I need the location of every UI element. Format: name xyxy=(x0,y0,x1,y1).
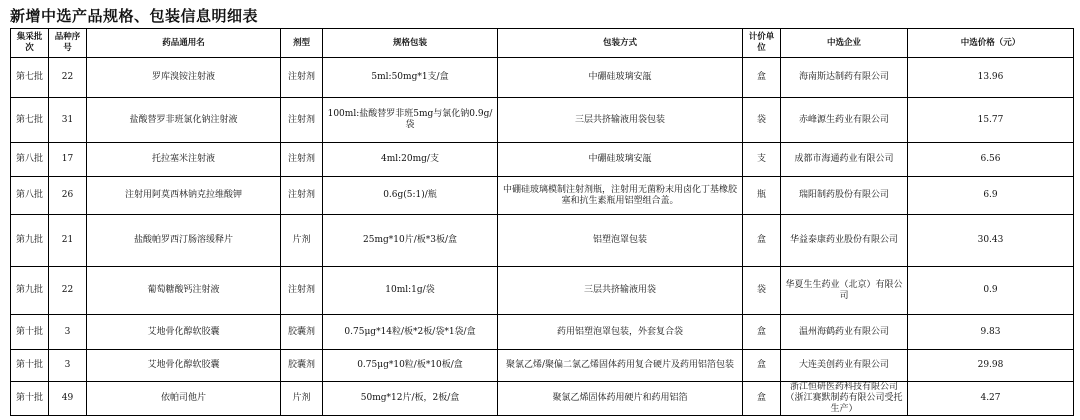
cell-company: 成都市海通药业有限公司 xyxy=(781,143,908,177)
cell-price: 15.77 xyxy=(908,98,1074,143)
cell-unit: 盒 xyxy=(743,315,781,350)
cell-price: 30.43 xyxy=(908,215,1074,267)
cell-unit: 盒 xyxy=(743,382,781,416)
cell-pack: 中硼硅玻璃安瓿 xyxy=(498,143,743,177)
cell-unit: 袋 xyxy=(743,98,781,143)
table-row xyxy=(11,215,1074,267)
cell-spec: 4ml:20mg/支 xyxy=(323,143,498,177)
cell-unit: 支 xyxy=(743,143,781,177)
header-form: 剂型 xyxy=(281,29,323,58)
cell-form: 胶囊剂 xyxy=(281,350,323,382)
cell-spec: 100ml:盐酸替罗非班5mg与氯化钠0.9g/袋 xyxy=(323,98,498,143)
cell-batch: 第七批 xyxy=(11,98,49,143)
cell-company: 大连美创药业有限公司 xyxy=(781,350,908,382)
cell-name: 葡萄糖酸钙注射液 xyxy=(87,267,281,315)
cell-unit: 盒 xyxy=(743,215,781,267)
cell-no: 3 xyxy=(49,315,87,350)
cell-company: 瑞阳制药股份有限公司 xyxy=(781,177,908,215)
cell-name: 依帕司他片 xyxy=(87,382,281,416)
cell-no: 22 xyxy=(49,58,87,98)
cell-batch: 第八批 xyxy=(11,143,49,177)
header-price: 中选价格（元） xyxy=(908,29,1074,58)
cell-price: 9.83 xyxy=(908,315,1074,350)
table-row xyxy=(11,98,1074,143)
cell-company: 赤峰源生药业有限公司 xyxy=(781,98,908,143)
cell-company: 温州海鹤药业有限公司 xyxy=(781,315,908,350)
cell-batch: 第十批 xyxy=(11,350,49,382)
cell-no: 21 xyxy=(49,215,87,267)
cell-spec: 5ml:50mg*1支/盒 xyxy=(323,58,498,98)
cell-no: 17 xyxy=(49,143,87,177)
cell-pack: 中硼硅玻璃模制注射剂瓶，注射用无菌粉末用卤化丁基橡胶塞和抗生素瓶用铝塑组合盖。 xyxy=(498,177,743,215)
cell-name: 艾地骨化醇软胶囊 xyxy=(87,350,281,382)
cell-form: 注射剂 xyxy=(281,267,323,315)
cell-batch: 第十批 xyxy=(11,382,49,416)
cell-price: 6.9 xyxy=(908,177,1074,215)
cell-pack: 三层共挤输液用袋包装 xyxy=(498,98,743,143)
cell-name: 罗库溴铵注射液 xyxy=(87,58,281,98)
cell-pack: 中硼硅玻璃安瓿 xyxy=(498,58,743,98)
cell-name: 盐酸替罗非班氯化钠注射液 xyxy=(87,98,281,143)
cell-no: 3 xyxy=(49,350,87,382)
cell-batch: 第九批 xyxy=(11,267,49,315)
cell-name: 托拉塞米注射液 xyxy=(87,143,281,177)
cell-form: 注射剂 xyxy=(281,98,323,143)
cell-spec: 0.75μg*14粒/板*2板/袋*1袋/盒 xyxy=(323,315,498,350)
cell-form: 注射剂 xyxy=(281,177,323,215)
cell-form: 注射剂 xyxy=(281,143,323,177)
header-company: 中选企业 xyxy=(781,29,908,58)
cell-form: 注射剂 xyxy=(281,58,323,98)
cell-company: 华益泰康药业股份有限公司 xyxy=(781,215,908,267)
cell-name: 注射用阿莫西林钠克拉维酸钾 xyxy=(87,177,281,215)
cell-spec: 0.75μg*10粒/板*10板/盒 xyxy=(323,350,498,382)
table-row xyxy=(11,267,1074,315)
cell-no: 22 xyxy=(49,267,87,315)
cell-form: 片剂 xyxy=(281,382,323,416)
header-batch: 集采批次 xyxy=(11,29,49,58)
cell-unit: 盒 xyxy=(743,350,781,382)
table-row xyxy=(11,350,1074,382)
cell-form: 片剂 xyxy=(281,215,323,267)
cell-form: 胶囊剂 xyxy=(281,315,323,350)
cell-pack: 三层共挤输液用袋 xyxy=(498,267,743,315)
cell-spec: 10ml:1g/袋 xyxy=(323,267,498,315)
cell-batch: 第九批 xyxy=(11,215,49,267)
document-title: 新增中选产品规格、包装信息明细表 xyxy=(10,7,259,25)
cell-name: 盐酸帕罗西汀肠溶缓释片 xyxy=(87,215,281,267)
cell-spec: 25mg*10片/板*3板/盒 xyxy=(323,215,498,267)
cell-price: 29.98 xyxy=(908,350,1074,382)
table-row xyxy=(11,382,1074,416)
cell-pack: 聚氯乙烯固体药用硬片和药用铝箔 xyxy=(498,382,743,416)
header-no: 品种序号 xyxy=(49,29,87,58)
cell-company: 海南斯达制药有限公司 xyxy=(781,58,908,98)
cell-unit: 袋 xyxy=(743,267,781,315)
cell-company: 华夏生生药业（北京）有限公司 xyxy=(781,267,908,315)
cell-price: 0.9 xyxy=(908,267,1074,315)
table-header-row xyxy=(11,29,1074,58)
header-unit: 计价单位 xyxy=(743,29,781,58)
cell-price: 4.27 xyxy=(908,382,1074,416)
cell-batch: 第十批 xyxy=(11,315,49,350)
table-row xyxy=(11,58,1074,98)
table-row xyxy=(11,315,1074,350)
cell-spec: 50mg*12片/板，2板/盒 xyxy=(323,382,498,416)
header-name: 药品通用名 xyxy=(87,29,281,58)
cell-pack: 聚氯乙烯/聚偏二氯乙烯固体药用复合硬片及药用铝箔包装 xyxy=(498,350,743,382)
cell-price: 13.96 xyxy=(908,58,1074,98)
cell-unit: 瓶 xyxy=(743,177,781,215)
cell-pack: 铝塑泡罩包装 xyxy=(498,215,743,267)
cell-spec: 0.6g(5:1)/瓶 xyxy=(323,177,498,215)
header-pack: 包装方式 xyxy=(498,29,743,58)
cell-unit: 盒 xyxy=(743,58,781,98)
cell-batch: 第八批 xyxy=(11,177,49,215)
cell-no: 26 xyxy=(49,177,87,215)
table-row xyxy=(11,143,1074,177)
cell-name: 艾地骨化醇软胶囊 xyxy=(87,315,281,350)
cell-batch: 第七批 xyxy=(11,58,49,98)
cell-price: 6.56 xyxy=(908,143,1074,177)
cell-company: 浙江恒研医药科技有限公司（浙江赛默制药有限公司受托生产） xyxy=(781,382,908,416)
table-row xyxy=(11,177,1074,215)
cell-pack: 药用铝塑泡罩包装，外套复合袋 xyxy=(498,315,743,350)
cell-no: 49 xyxy=(49,382,87,416)
spec-table xyxy=(10,28,1074,416)
header-spec: 规格包装 xyxy=(323,29,498,58)
cell-no: 31 xyxy=(49,98,87,143)
